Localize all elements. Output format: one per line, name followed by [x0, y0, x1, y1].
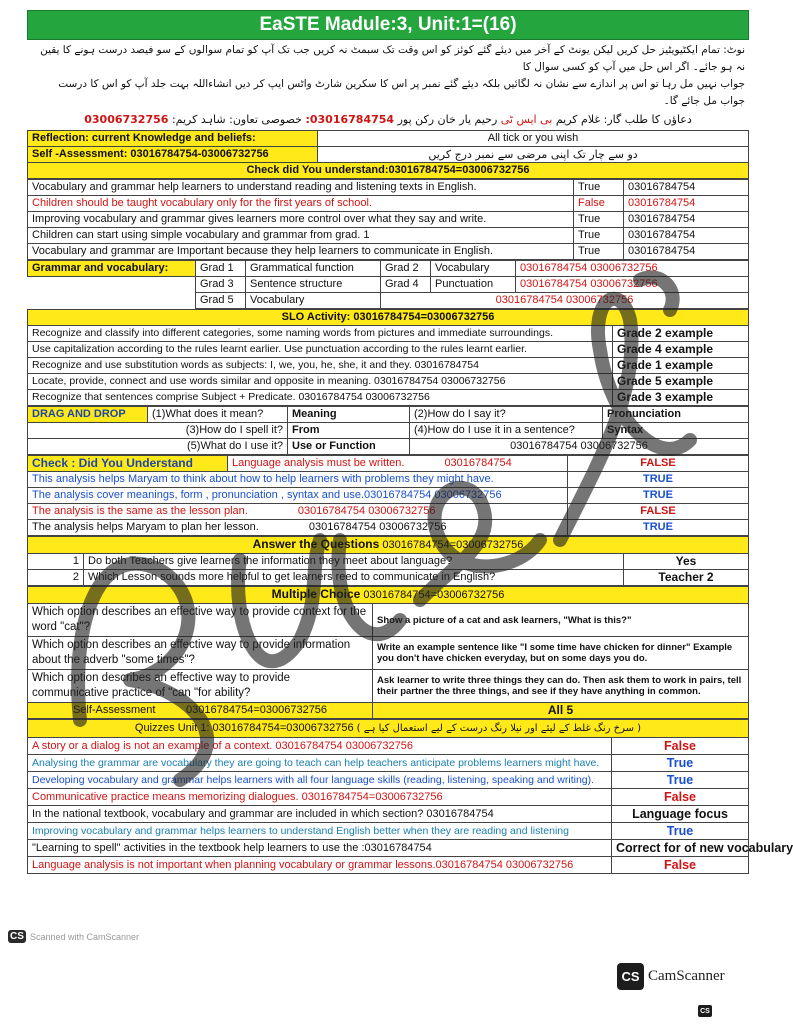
scanned-text: Scanned with CamScanner — [30, 931, 140, 942]
mc-self-value: All 5 — [373, 703, 749, 719]
check-row — [28, 212, 749, 228]
credits-line — [27, 110, 749, 130]
mc-question: Which option describes an effective way to provide information about the adverb "some times"? — [28, 637, 373, 670]
mc-question: Which option describes an effective way to provide communicative practice of "can "for ability? — [28, 670, 373, 703]
check-header: Check did You understand:03016784754=03006732756 — [28, 163, 749, 179]
cydu-statement — [228, 456, 568, 472]
check-row — [28, 180, 749, 196]
page-title: EaSTE Madule:3, Unit:1=(16) — [27, 10, 749, 40]
quiz-row — [28, 823, 749, 840]
quiz-answer: False — [612, 738, 749, 755]
cydu-row — [28, 520, 749, 536]
mc-self-number: 03016784754=03006732756 — [186, 704, 328, 716]
grammar-spacer — [28, 277, 196, 293]
slo-row — [28, 390, 749, 406]
cydu-row — [28, 456, 749, 472]
aq-header-number: 03016784754=03006732756 — [382, 539, 524, 551]
slo-row — [28, 358, 749, 374]
camscanner-logo-icon: CS — [617, 963, 644, 990]
slo-row — [28, 326, 749, 342]
cydu-table — [27, 455, 749, 536]
check-statement: Improving vocabulary and grammar gives learners more control over what they say and write. — [28, 212, 574, 228]
cydu-statement-number: 03016784754 03006732756 — [297, 505, 436, 517]
check-row — [28, 244, 749, 260]
quiz-row — [28, 857, 749, 874]
mc-header-title: Multiple Choice — [271, 587, 361, 601]
check-answer: True — [574, 244, 624, 260]
drag-question: (2)How do I say it? — [410, 407, 603, 423]
drag-answer: Pronunciation — [603, 407, 749, 423]
check-number: 03016784754 — [624, 212, 749, 228]
slo-grade: Grade 2 example — [613, 326, 749, 342]
grammar-value: Grammatical function — [246, 261, 381, 277]
slo-text: Locate, provide, connect and use words similar and opposite in meaning. 03016784754 03006732756 — [28, 374, 613, 390]
check-statement: Children can start using simple vocabulary and grammar from grad. 1 — [28, 228, 574, 244]
slo-text: Use capitalization according to the rules learnt earlier. Use punctuation according to the rules learnt earlier. — [28, 342, 613, 358]
aq-answer: Teacher 2 — [624, 570, 749, 586]
quiz-answer: False — [612, 789, 749, 806]
drag-answer: Meaning — [288, 407, 410, 423]
check-number: 03016784754 — [624, 196, 749, 212]
slo-text: Recognize and classify into different categories, some naming words from pictures and immediate surroundings. — [28, 326, 613, 342]
slo-table — [27, 309, 749, 406]
quiz-row — [28, 755, 749, 772]
self-assessment-label: Self -Assessment: 03016784754-03006732756 — [28, 147, 318, 163]
self-assessment-value: دو سے چار تک اپنی مرضی سے نمبر درج کریں — [318, 147, 749, 163]
quiz-statement: A story or a dialog is not an example of a context. 03016784754 03006732756 — [28, 738, 612, 755]
aq-answer: Yes — [624, 554, 749, 570]
check-statement: Children should be taught vocabulary only for the first years of school. — [28, 196, 574, 212]
aq-row — [28, 570, 749, 586]
cydu-statement-number: 03016784754 — [444, 457, 512, 469]
quiz-answer: True — [612, 823, 749, 840]
multiple-choice-table — [27, 586, 749, 719]
answer-questions-header — [28, 537, 749, 554]
mc-self-label: Self-Assessment — [72, 704, 156, 716]
mc-row — [28, 670, 749, 703]
cydu-row — [28, 472, 749, 488]
document — [27, 10, 793, 874]
grammar-grade: Grad 4 — [381, 277, 431, 293]
aq-number: 2 — [28, 570, 84, 586]
grammar-value: Vocabulary — [246, 293, 381, 309]
check-row — [28, 228, 749, 244]
slo-row — [28, 342, 749, 358]
cydu-row — [28, 504, 749, 520]
camscanner-name: CamScanner — [648, 968, 725, 984]
grammar-grade: Grad 5 — [196, 293, 246, 309]
mc-question: Which option describes an effective way to provide context for the word "cat"? — [28, 604, 373, 637]
quiz-row — [28, 806, 749, 823]
quiz-statement: Analysing the grammar are vocabulary they are going to teach can help teachers anticipate problems learners might have. — [28, 755, 612, 772]
quiz-row — [28, 789, 749, 806]
drag-number: 03016784754 03006732756 — [410, 439, 749, 455]
mc-answer: Write an example sentence like "I some time have chicken for dinner" Example you don't have chicken everyday, but on some days you do. — [373, 637, 749, 670]
check-statement: Vocabulary and grammar help learners to understand reading and listening texts in English. — [28, 180, 574, 196]
credits-number-1: 03016784754: — [305, 113, 395, 126]
slo-row — [28, 374, 749, 390]
drag-question: (3)How do I spell it? — [28, 423, 288, 439]
grammar-grade: Grad 3 — [196, 277, 246, 293]
cydu-statement — [28, 472, 568, 488]
quiz-header-urdu: ( سرخ رنگ غلط کے لیئے اور نیلا رنگ درست کے لیے استعمال کیا ہے ) — [356, 723, 642, 734]
quiz-answer: True — [612, 772, 749, 789]
check-table — [27, 179, 749, 260]
mc-answer: Show a picture of a cat and ask learners, "What is this?" — [373, 604, 749, 637]
reflection-label: Reflection: current Knowledge and beliefs: — [28, 131, 318, 147]
slo-grade: Grade 5 example — [613, 374, 749, 390]
drag-drop-table — [27, 406, 749, 455]
cydu-answer: TRUE — [568, 472, 749, 488]
cydu-statement-number: 03016784754 03006732756 — [308, 521, 447, 533]
cydu-statement-text: The analysis is the same as the lesson plan. — [32, 505, 248, 517]
slo-grade: Grade 4 example — [613, 342, 749, 358]
cydu-statement-text: The analysis cover meanings, form , pronunciation , syntax and use.03016784754 03006732756 — [32, 489, 502, 501]
check-answer: True — [574, 228, 624, 244]
urdu-note-line-2: جواب نہیں مل رہا تو اس پر اندازے سے نشان نہ لگائیں بلکہ دیئے گئے نمبر پر اس کا سکرین شارٹ واٹس ایپ کر دیں انشاءاللہ بہت جلد آپ کو اس کا درست جواب مل جائے گا۔ — [58, 78, 745, 107]
credits-location: رحیم یار خان رکن پور — [397, 113, 498, 126]
drag-question: (4)How do I use it in a sentence? — [410, 423, 603, 439]
aq-question: Which Lesson sounds more helpful to get learners reed to communicate in English? — [84, 570, 624, 586]
slo-grade: Grade 3 example — [613, 390, 749, 406]
drag-answer: Use or Function — [288, 439, 410, 455]
grammar-grade: Grad 2 — [381, 261, 431, 277]
reflection-table — [27, 130, 749, 179]
reflection-value: All tick or you wish — [318, 131, 749, 147]
check-answer: True — [574, 180, 624, 196]
quiz-statement: Communicative practice means memorizing dialogues. 03016784754=03006732756 — [28, 789, 612, 806]
mc-answer: Ask learner to write three things they can do. Then ask them to work in pairs, tell their partner the three things, and see if they have anything in common. — [373, 670, 749, 703]
quiz-statement: Improving vocabulary and grammar helps learners to understand English better when they are reading and listening — [28, 823, 612, 840]
drag-question: (1)What does it mean? — [148, 407, 288, 423]
mc-self-assessment — [28, 703, 373, 719]
cydu-answer: FALSE — [568, 504, 749, 520]
slo-text: Recognize and use substitution words as subjects: I, we, you, he, she, it and they. 03016784754 — [28, 358, 613, 374]
quiz-answer: True — [612, 755, 749, 772]
cydu-answer: FALSE — [568, 456, 749, 472]
camscanner-small-icon: CS — [8, 930, 26, 943]
quiz-header-text: Quizzes Unit 1: 03016784754=03006732756 — [134, 722, 354, 734]
cydu-statement-text: Language analysis must be written. — [232, 457, 405, 469]
answer-questions-table — [27, 536, 749, 586]
grammar-grade: Grad 1 — [196, 261, 246, 277]
aq-header-title: Answer the Questions — [252, 537, 380, 551]
credits-brand: بی ایس ٹی — [500, 113, 553, 126]
quiz-table — [27, 719, 793, 874]
cydu-answer: TRUE — [568, 520, 749, 536]
quiz-header — [28, 720, 749, 738]
cydu-statement-text: This analysis helps Maryam to think about how to help learners with problems they might have. — [32, 473, 494, 485]
slo-header: SLO Activity: 03016784754=03006732756 — [28, 310, 749, 326]
cydu-statement — [28, 520, 568, 536]
grammar-value: Punctuation — [431, 277, 516, 293]
cydu-answer: TRUE — [568, 488, 749, 504]
cydu-statement — [28, 488, 568, 504]
quiz-row — [28, 738, 749, 755]
camscanner-brand — [617, 963, 725, 990]
grammar-value: Sentence structure — [246, 277, 381, 293]
camscanner-corner-icon: CS — [698, 1005, 712, 1017]
urdu-note — [27, 40, 749, 110]
cydu-row — [28, 488, 749, 504]
check-answer: True — [574, 212, 624, 228]
quiz-answer: Correct for of new vocabulary — [612, 840, 749, 857]
slo-text: Recognize that sentences comprise Subject + Predicate. 03016784754 03006732756 — [28, 390, 613, 406]
urdu-note-line-1: نوٹ: تمام ایکٹیویٹیز حل کریں لیکن یونٹ کے آخر میں دیئے گئے کوئز کو اس وقت تک سبمٹ نہ کریں جب تک آپ کو تمام سوالوں کے سو فیصد درست ہونے کا یقین نہ ہو جائے۔ اگر اس حل میں آپ کو کسی سوال کا — [40, 44, 745, 73]
drag-answer: From — [288, 423, 410, 439]
check-row — [28, 196, 749, 212]
cydu-statement — [28, 504, 568, 520]
grammar-table — [27, 260, 749, 309]
slo-grade: Grade 1 example — [613, 358, 749, 374]
quiz-statement: Language analysis is not important when planning vocabulary or grammar lessons.03016784754 03006732756 — [28, 857, 612, 874]
aq-number: 1 — [28, 554, 84, 570]
cydu-statement-text: The analysis helps Maryam to plan her lesson. — [32, 521, 259, 533]
check-number: 03016784754 — [624, 180, 749, 196]
aq-question: Do both Teachers give learners the information they meet about language? — [84, 554, 624, 570]
grammar-value: Vocabulary — [431, 261, 516, 277]
check-number: 03016784754 — [624, 228, 749, 244]
credits-number-2: 03006732756 — [84, 113, 169, 126]
drag-answer: Syntax — [603, 423, 749, 439]
quiz-statement: Developing vocabulary and grammar helps learners with all four language skills (reading, listening, speaking and writing). — [28, 772, 612, 789]
scanned-note — [8, 930, 139, 943]
check-number: 03016784754 — [624, 244, 749, 260]
drag-question: (5)What do I use it? — [28, 439, 288, 455]
credits-support: خصوصی تعاون: شاہد کریم: — [171, 113, 302, 126]
credits-prefix: دعاؤں کا طلب گار: غلام کریم — [555, 113, 692, 126]
quiz-answer: Language focus — [612, 806, 749, 823]
cydu-label: Check : Did You Understand — [28, 456, 228, 472]
quiz-statement: In the national textbook, vocabulary and grammar are included in which section? 03016784754 — [28, 806, 612, 823]
quiz-row — [28, 840, 749, 857]
quiz-statement: "Learning to spell" activities in the textbook help learners to use the :03016784754 — [28, 840, 612, 857]
aq-row — [28, 554, 749, 570]
grammar-number: 03016784754 03006732756 — [516, 277, 749, 293]
grammar-number: 03016784754 03006732756 — [516, 261, 749, 277]
check-answer: False — [574, 196, 624, 212]
multiple-choice-header — [28, 587, 749, 604]
mc-row — [28, 637, 749, 670]
quiz-answer: False — [612, 857, 749, 874]
grammar-label: Grammar and vocabulary: — [28, 261, 196, 277]
check-statement: Vocabulary and grammar are Important because they help learners to communicate in English. — [28, 244, 574, 260]
drag-drop-label: DRAG AND DROP — [28, 407, 148, 423]
grammar-number: 03016784754 03006732756 — [381, 293, 749, 309]
grammar-spacer — [28, 293, 196, 309]
mc-row — [28, 604, 749, 637]
mc-header-number: 03016784754=03006732756 — [363, 589, 505, 601]
quiz-row — [28, 772, 749, 789]
